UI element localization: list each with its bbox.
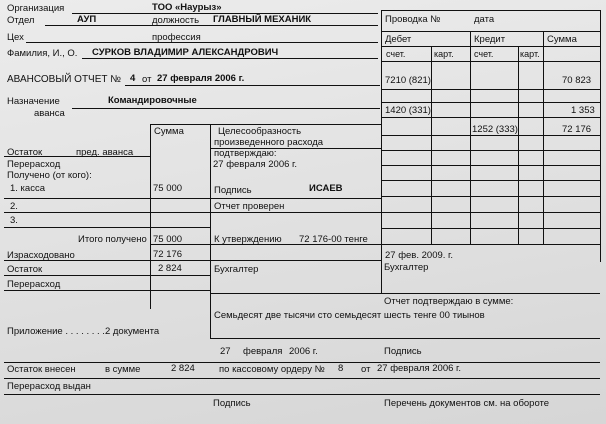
posting-col-line [431, 46, 432, 244]
shop-label: Цех [7, 32, 24, 43]
posting-sum-cell: 70 823 [562, 75, 592, 86]
profession-label: профессия [152, 32, 201, 43]
posting-row-line [381, 228, 601, 229]
report-date: 27 февраля 2006 г. [157, 73, 245, 84]
posting-row-line [381, 117, 601, 118]
posting-row-line [381, 31, 601, 32]
deposited-amount: 2 824 [171, 363, 195, 374]
posting-row-line [381, 102, 601, 103]
received-from-label: Получено (от кого): [7, 170, 92, 181]
purpose-underline [72, 108, 380, 109]
posting-row-line [381, 46, 601, 47]
cash-order-number: 8 [338, 363, 344, 374]
posting-row-line [381, 165, 601, 166]
spent-value: 72 176 [153, 249, 183, 260]
expedience-line-3: подтверждаю: [214, 148, 277, 159]
overspend-paid-label: Перерасход выдан [7, 381, 91, 392]
posting-col-line [543, 31, 544, 244]
credit-account-header: счет. [474, 49, 494, 59]
sum-header: Сумма [547, 34, 577, 45]
org-label: Организация [7, 3, 65, 14]
posting-row-line [381, 135, 601, 136]
footer-line [4, 378, 600, 379]
confirm-date-month: февраля [243, 346, 283, 357]
posting-row-line [381, 61, 601, 62]
cash-order-label: по кассовому ордеру № [219, 364, 325, 375]
expedience-line-2: произведенного расхода [214, 137, 324, 148]
cash-order-date: 27 февраля 2006 г. [377, 363, 461, 374]
signature-value: ИСАЕВ [309, 183, 343, 194]
posting-sum-cell: 72 176 [562, 124, 592, 135]
footer-line [4, 394, 600, 395]
sum-col-left [150, 124, 151, 309]
dept-label: Отдел [7, 15, 35, 26]
left-row-line [4, 198, 210, 199]
name-label: Фамилия, И., О. [7, 48, 78, 59]
purpose-label-2: аванса [34, 108, 65, 119]
middle-row-line [210, 212, 381, 213]
dept-value: АУП [77, 14, 97, 25]
credit-card-header: карт. [520, 49, 540, 59]
accountant-left-label: Бухгалтер [214, 264, 259, 275]
total-received-value: 75 000 [153, 234, 183, 245]
confirm-title: Отчет подтверждаю в сумме: [384, 296, 514, 307]
confirm-date-day: 27 [220, 346, 231, 357]
left-row-line [4, 212, 210, 213]
received-item-2: 2. [10, 201, 18, 212]
expedience-date: 27 февраля 2006 г. [213, 159, 297, 170]
title-underline [125, 85, 380, 86]
name-underline [82, 58, 378, 59]
amount-column-header: Сумма [154, 126, 184, 137]
check-date: 27 фев. 2009. г. [385, 250, 453, 261]
remain-label: Остаток [7, 264, 43, 275]
posting-credit-cell: 1252 (333) [472, 124, 518, 135]
name-value: СУРКОВ ВЛАДИМИР АЛЕКСАНДРОВИЧ [92, 47, 279, 58]
posting-sum-cell: 1 353 [571, 105, 595, 116]
posting-row-line [381, 89, 601, 90]
posting-col-line [470, 31, 471, 244]
posting-row-line [381, 196, 601, 197]
overspend-2-label: Перерасход [7, 279, 61, 290]
overspend-label: Перерасход [7, 159, 61, 170]
middle-right-border [381, 124, 382, 294]
left-row-line [4, 275, 210, 276]
balance-label: Остаток [7, 147, 43, 158]
posting-debit-cell: 7210 (821) [385, 75, 431, 86]
posting-row-line [381, 150, 601, 151]
prev-advance-label: пред. аванса [76, 147, 134, 158]
posting-date-label: дата [474, 14, 495, 25]
posting-top-border [381, 10, 601, 11]
in-amount-label: в сумме [105, 364, 141, 375]
approve-label: К утверждению [214, 234, 282, 245]
block-top-line [150, 124, 381, 125]
expedience-line-1: Целесообразность [218, 126, 302, 137]
report-checked-label: Отчет проверен [214, 201, 285, 212]
balance-deposited-label: Остаток внесен [7, 364, 76, 375]
accountant-line [210, 293, 600, 294]
shop-underline [26, 42, 378, 43]
remain-value: 2 824 [158, 263, 182, 274]
position-label: должность [152, 15, 200, 26]
credit-header: Кредит [474, 34, 506, 45]
attachment-label: Приложение . . . . . . . .2 документа [7, 326, 160, 337]
signature-label: Подпись [214, 185, 252, 196]
posting-title: Проводка № [385, 14, 441, 25]
confirm-signature-label: Подпись [384, 346, 422, 357]
org-value: ТОО «Наурыз» [152, 2, 222, 13]
posting-row-line [381, 244, 601, 245]
posting-col-line [518, 46, 519, 244]
received-item-1: 1. касса [10, 183, 45, 194]
total-received-label: Итого получено [78, 234, 147, 245]
purpose-value: Командировочные [108, 95, 197, 106]
purpose-label: Назначение [7, 96, 60, 107]
report-title: АВАНСОВЫЙ ОТЧЕТ № [7, 74, 122, 85]
debit-header: Дебет [385, 34, 412, 45]
footer-signature-label: Подпись [213, 398, 251, 409]
debit-account-header: счет. [386, 49, 406, 59]
dept-underline [45, 25, 378, 26]
left-row-line [4, 227, 210, 228]
footer-line [4, 362, 600, 363]
confirm-line [210, 338, 600, 339]
spent-label: Израсходовано [7, 250, 75, 261]
received-item-1-sum: 75 000 [153, 183, 183, 194]
confirm-date-year: 2006 г. [289, 346, 318, 357]
posting-row-line [381, 180, 601, 181]
approve-value: 72 176-00 тенге [299, 234, 368, 245]
accountant-right-label: Бухгалтер [384, 262, 429, 273]
debit-card-header: карт. [434, 49, 454, 59]
middle-row-line [210, 198, 381, 199]
left-row-line [4, 290, 210, 291]
received-item-3: 3. [10, 215, 18, 226]
posting-row-line [381, 212, 601, 213]
sum-col-right [210, 124, 211, 339]
cash-order-from: от [361, 364, 371, 375]
posting-debit-cell: 1420 (331) [385, 105, 431, 116]
position-value: ГЛАВНЫЙ МЕХАНИК [213, 14, 312, 25]
report-number: 4 [130, 73, 136, 84]
report-from: от [142, 74, 152, 85]
confirm-amount-words: Семьдесят две тысячи сто семьдесят шесть тенге 00 тиынов [214, 310, 485, 321]
documents-note: Перечень документов см. на обороте [384, 398, 550, 409]
